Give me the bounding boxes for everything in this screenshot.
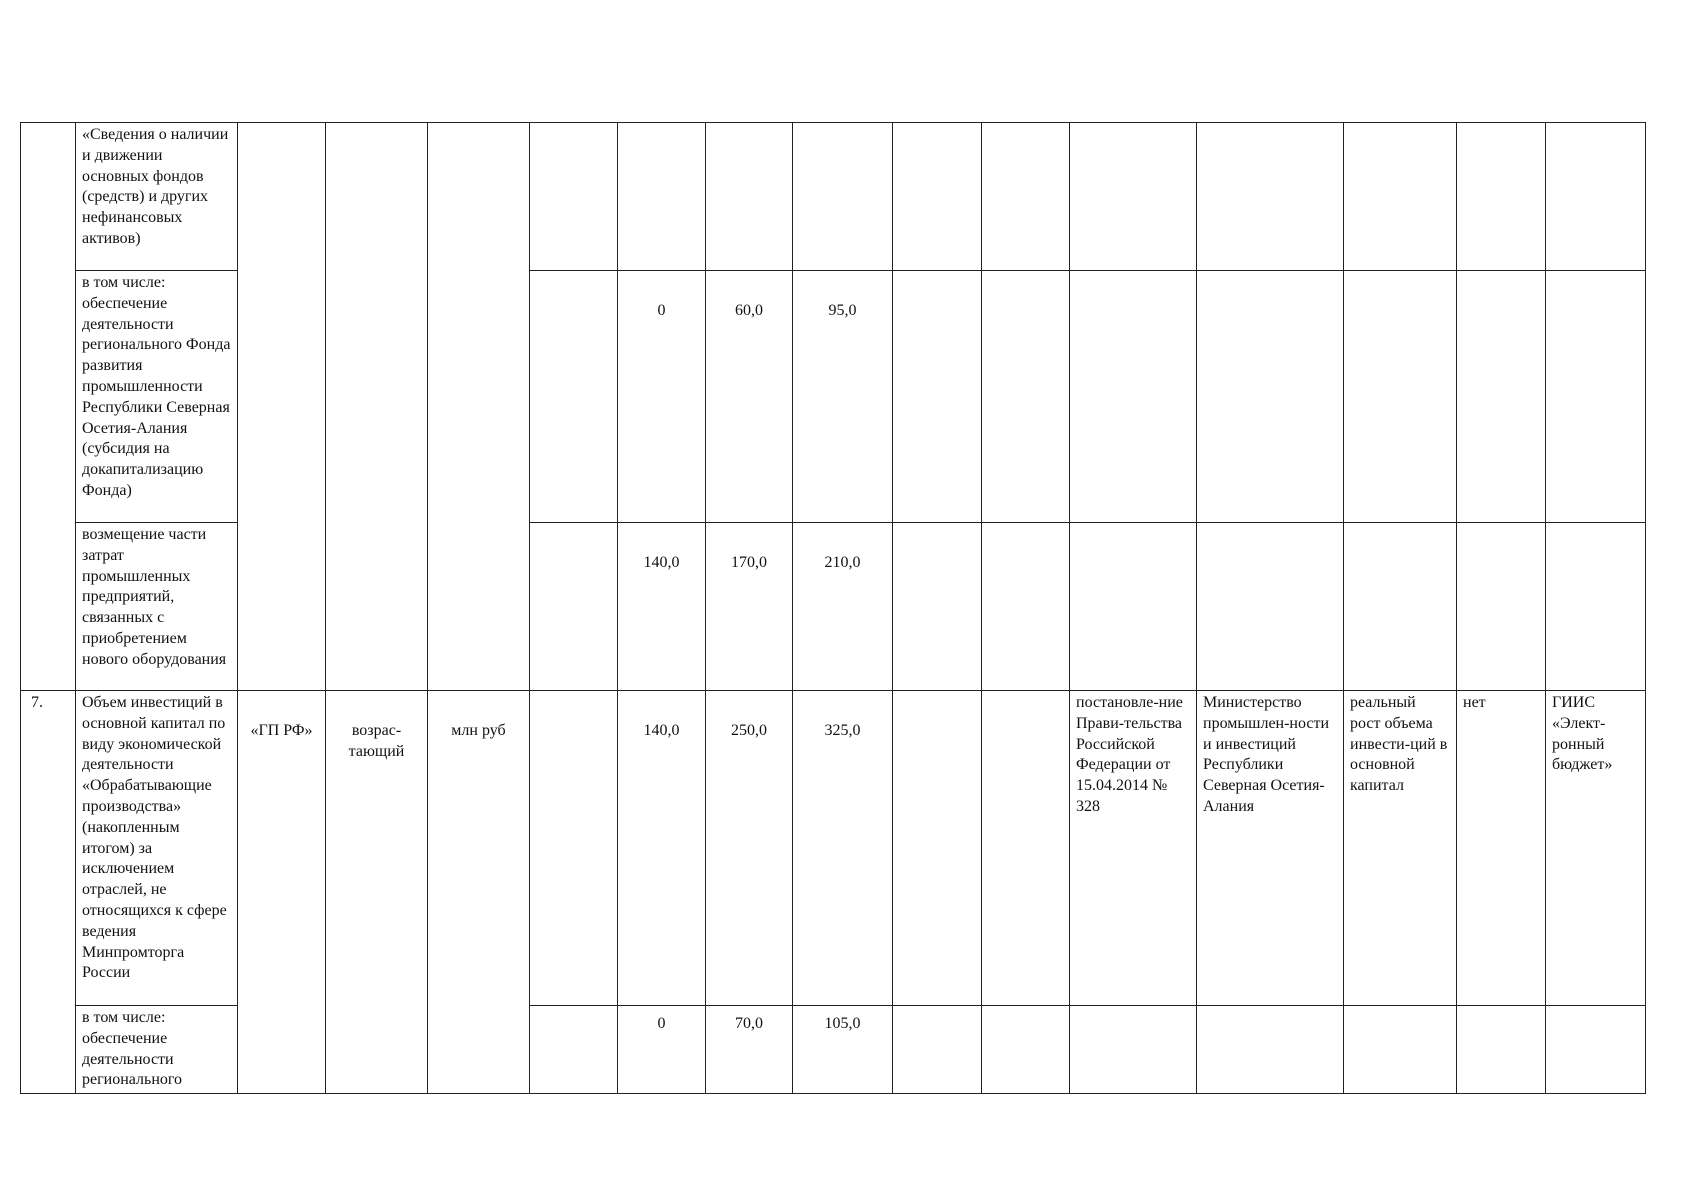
flag-cell	[1457, 123, 1546, 271]
value-cell	[893, 1006, 982, 1094]
flag-cell	[1457, 523, 1546, 691]
basis-cell	[1070, 123, 1197, 271]
value-year3-cell: 105,0	[793, 1006, 893, 1094]
indicators-table-fragment	[20, 122, 1646, 1094]
row-number-cell: 7.	[21, 691, 76, 1094]
indicator-name-cell: в том числе: обеспечение деятельности регионального	[76, 1006, 238, 1094]
value-year1-cell: 0	[618, 271, 706, 523]
direction-cell: возрас-тающий	[326, 691, 428, 1094]
system-cell	[1546, 271, 1646, 523]
value-year3-cell: 95,0	[793, 271, 893, 523]
responsible-cell	[1197, 271, 1344, 523]
flag-cell	[1457, 1006, 1546, 1094]
unit-cell: млн руб	[428, 691, 530, 1094]
level-cell: «ГП РФ»	[238, 691, 326, 1094]
method-cell	[1344, 123, 1457, 271]
base-value-cell	[530, 123, 618, 271]
basis-cell: постановле-ние Прави-тельства Российской Федерации от 15.04.2014 № 328	[1070, 691, 1197, 1006]
indicators-table	[20, 122, 1646, 1094]
method-cell	[1344, 523, 1457, 691]
value-cell	[706, 123, 793, 271]
base-value-cell	[530, 523, 618, 691]
table-row-indicator-7	[21, 691, 1646, 1006]
responsible-cell	[1197, 1006, 1344, 1094]
flag-cell: нет	[1457, 691, 1546, 1006]
value-year2-cell: 250,0	[706, 691, 793, 1006]
responsible-cell	[1197, 123, 1344, 271]
value-cell	[982, 271, 1070, 523]
value-cell	[893, 271, 982, 523]
indicator-name-cell: в том числе: обеспечение деятельности регионального Фонда развития промышленности Республики Северная Осетия-Алания (субсидия на докапитализацию Фонда)	[76, 271, 238, 523]
base-value-cell	[530, 691, 618, 1006]
flag-cell	[1457, 271, 1546, 523]
value-cell	[982, 523, 1070, 691]
indicator-name-cell: возмещение части затрат промышленных предприятий, связанных с приобретением нового оборудования	[76, 523, 238, 691]
basis-cell	[1070, 523, 1197, 691]
value-cell	[982, 691, 1070, 1006]
method-cell	[1344, 1006, 1457, 1094]
value-year3-cell: 210,0	[793, 523, 893, 691]
value-year2-cell: 170,0	[706, 523, 793, 691]
value-year2-cell: 70,0	[706, 1006, 793, 1094]
system-cell	[1546, 1006, 1646, 1094]
value-year1-cell: 0	[618, 1006, 706, 1094]
value-cell	[893, 123, 982, 271]
responsible-cell: Министерство промышлен-ности и инвестиций Республики Северная Осетия-Алания	[1197, 691, 1344, 1006]
responsible-cell	[1197, 523, 1344, 691]
method-cell: реальный рост объема инвести-ций в основной капитал	[1344, 691, 1457, 1006]
row-number-cell	[21, 123, 76, 691]
direction-cell	[326, 123, 428, 691]
value-cell	[893, 523, 982, 691]
base-value-cell	[530, 271, 618, 523]
value-year2-cell: 60,0	[706, 271, 793, 523]
system-cell	[1546, 123, 1646, 271]
unit-cell	[428, 123, 530, 691]
system-cell	[1546, 523, 1646, 691]
indicator-name-cell: «Сведения о наличии и движении основных фондов (средств) и других нефинансовых активов)	[76, 123, 238, 271]
value-cell	[982, 1006, 1070, 1094]
indicator-name-cell: Объем инвестиций в основной капитал по виду экономической деятельности «Обрабатывающие производства» (накопленным итогом) за исключением отраслей, не относящихся к сфере ведения Минпромторга России	[76, 691, 238, 1006]
value-year1-cell: 140,0	[618, 523, 706, 691]
method-cell	[1344, 271, 1457, 523]
basis-cell	[1070, 1006, 1197, 1094]
value-cell	[893, 691, 982, 1006]
base-value-cell	[530, 1006, 618, 1094]
table-row-fixed-assets	[21, 123, 1646, 271]
system-cell: ГИИС «Элект-ронный бюджет»	[1546, 691, 1646, 1006]
value-year3-cell: 325,0	[793, 691, 893, 1006]
level-cell	[238, 123, 326, 691]
value-cell	[793, 123, 893, 271]
value-cell	[982, 123, 1070, 271]
basis-cell	[1070, 271, 1197, 523]
value-year1-cell: 140,0	[618, 691, 706, 1006]
value-cell	[618, 123, 706, 271]
